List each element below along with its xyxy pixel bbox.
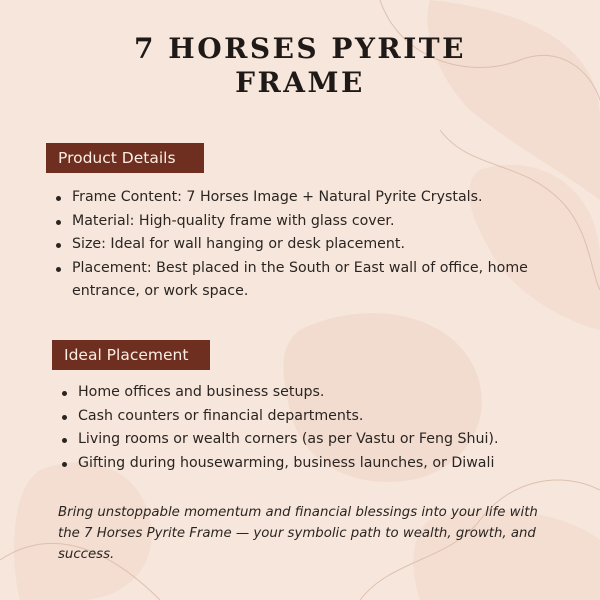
tagline: Bring unstoppable momentum and financial blessings into your life with the 7 Horses Pyrite Frame — your symbolic path to wealth, growth, and success. [58, 505, 538, 562]
list-item: Home offices and business setups. [62, 381, 582, 405]
list-item: Cash counters or financial departments. [62, 405, 582, 429]
title-line-1: 7 HORSES PYRITE [134, 32, 466, 65]
list-item: Size: Ideal for wall hanging or desk placement. [56, 233, 576, 257]
product-details-list [56, 186, 576, 304]
title-line-2: FRAME [235, 66, 365, 99]
section-label-product-details: Product Details [46, 143, 204, 173]
list-item: Living rooms or wealth corners (as per Vastu or Feng Shui). [62, 428, 582, 452]
list-item: Material: High-quality frame with glass cover. [56, 210, 576, 234]
list-item: Gifting during housewarming, business launches, or Diwali [62, 452, 582, 476]
list-item: Frame Content: 7 Horses Image + Natural Pyrite Crystals. [56, 186, 576, 210]
page-title [0, 32, 600, 100]
list-item: Placement: Best placed in the South or East wall of office, home entrance, or work space. [56, 257, 576, 304]
ideal-placement-list [62, 381, 582, 475]
section-label-ideal-placement: Ideal Placement [52, 340, 210, 370]
